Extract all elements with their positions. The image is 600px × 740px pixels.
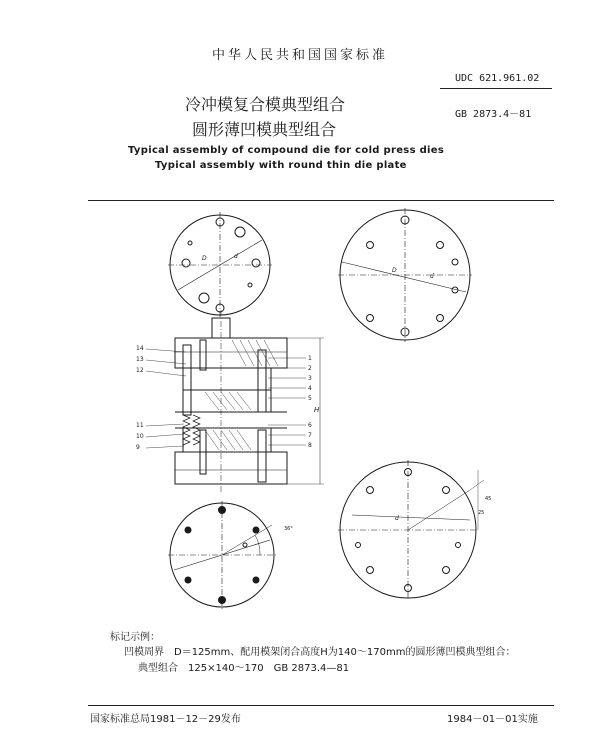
bottom-left-plate-view [168, 501, 276, 609]
udc-number: UDC 621.961.02 [455, 73, 540, 84]
part-label-5: 5 [308, 395, 312, 402]
part-label-6: 6 [308, 422, 312, 429]
effective-date: 1984－01－01实施 [447, 714, 538, 725]
title-cn-line1: 冷冲模复合模典型组合 [185, 95, 346, 114]
dim-label-D-right: D [392, 267, 397, 274]
dim-label-d-bottom: d [395, 515, 399, 522]
section-view [146, 310, 324, 494]
part-label-1: 1 [308, 355, 312, 362]
marking-example-line1: 凹模周界 D＝125mm、配用模架闭合高度H为140～170mm的圆形薄凹模典型组合： [124, 647, 516, 658]
part-label-11: 11 [136, 422, 144, 429]
part-label-12: 12 [136, 367, 144, 374]
dim-label-45: 45 [485, 496, 492, 502]
part-label-7: 7 [308, 432, 312, 439]
part-label-3: 3 [308, 375, 312, 382]
marking-example-label: 标记示例： [110, 632, 160, 643]
dim-label-H: H [314, 406, 320, 414]
dim-label-25: 25 [478, 510, 485, 516]
dim-label-d-top: d [234, 253, 238, 260]
part-label-14: 14 [136, 345, 144, 352]
part-label-2: 2 [308, 365, 312, 372]
part-label-10: 10 [136, 433, 144, 440]
footer-divider [88, 705, 554, 706]
marking-example-line2: 典型组合 125×140～170 GB 2873.4—81 [138, 663, 350, 674]
top-plate-view [168, 212, 272, 318]
part-label-9: 9 [136, 444, 140, 451]
part-label-13: 13 [136, 356, 144, 363]
bottom-right-plate-view [338, 460, 484, 600]
standard-title: 中华人民共和国国家标准 [211, 48, 388, 63]
title-cn-line2: 圆形薄凹模典型组合 [192, 120, 337, 139]
gb-number: GB 2873.4－81 [455, 109, 532, 120]
part-label-8: 8 [308, 442, 312, 449]
issued-date: 国家标准总局1981－12－29发布 [90, 714, 241, 725]
top-right-plate-view [338, 208, 472, 342]
part-label-4: 4 [308, 385, 312, 392]
title-en-line2: Typical assembly with round thin die plate [155, 160, 407, 171]
title-en-line1: Typical assembly of compound die for cold press dies [128, 145, 445, 156]
dim-label-D-top: D [202, 255, 207, 262]
dim-label-36: 36° [284, 526, 293, 532]
dim-label-d-right: d [430, 273, 434, 280]
